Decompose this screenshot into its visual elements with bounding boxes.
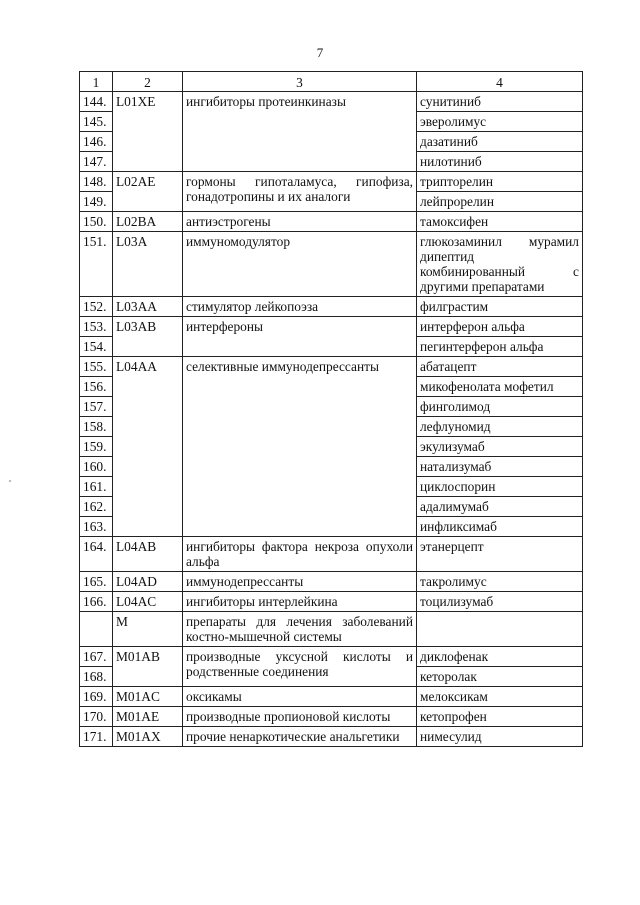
table-row (80, 172, 583, 192)
table-row (80, 357, 583, 377)
drug-name: финголимод (417, 397, 583, 417)
row-number: 147. (80, 152, 113, 172)
table-row (80, 297, 583, 317)
table-row (80, 647, 583, 667)
row-number: 155. (80, 357, 113, 377)
row-number: 159. (80, 437, 113, 457)
drug-name: глюкозаминил мурамил дипептид комбинированный с другими препаратами (417, 232, 583, 297)
group-name: ингибиторы интерлейкина (183, 592, 417, 612)
drug-name: тамоксифен (417, 212, 583, 232)
group-name: селективные иммунодепрессанты (183, 357, 417, 537)
row-number: 169. (80, 687, 113, 707)
drug-name: диклофенак (417, 647, 583, 667)
group-name: производные уксусной кислоты и родственные соединения (183, 647, 417, 687)
row-number: 162. (80, 497, 113, 517)
group-name: ингибиторы фактора некроза опухоли альфа (183, 537, 417, 572)
row-number: 171. (80, 727, 113, 747)
group-name: стимулятор лейкопоэза (183, 297, 417, 317)
drug-name: интерферон альфа (417, 317, 583, 337)
row-number: 153. (80, 317, 113, 337)
row-number: 160. (80, 457, 113, 477)
row-number: 165. (80, 572, 113, 592)
drug-name: натализумаб (417, 457, 583, 477)
row-number: 152. (80, 297, 113, 317)
drug-name: сунитиниб (417, 92, 583, 112)
drug-name: тоцилизумаб (417, 592, 583, 612)
row-number: 164. (80, 537, 113, 572)
atc-code: L02AE (113, 172, 183, 212)
header-col-2: 2 (113, 72, 183, 92)
row-number: 170. (80, 707, 113, 727)
drug-list-table (79, 71, 583, 747)
group-name: интерфероны (183, 317, 417, 357)
group-name: оксикамы (183, 687, 417, 707)
table-row (80, 232, 583, 297)
row-number: 154. (80, 337, 113, 357)
row-number: 145. (80, 112, 113, 132)
table-header-row (80, 72, 583, 92)
row-number: 163. (80, 517, 113, 537)
group-name: антиэстрогены (183, 212, 417, 232)
row-number: 166. (80, 592, 113, 612)
table-row (80, 537, 583, 572)
group-name: иммуномодулятор (183, 232, 417, 297)
drug-name: экулизумаб (417, 437, 583, 457)
drug-name: циклоспорин (417, 477, 583, 497)
group-name: прочие ненаркотические анальгетики (183, 727, 417, 747)
atc-code: L04AA (113, 357, 183, 537)
row-number: 144. (80, 92, 113, 112)
table-row (80, 212, 583, 232)
group-name: препараты для лечения заболеваний костно-мышечной системы (183, 612, 417, 647)
table-row (80, 572, 583, 592)
header-col-4: 4 (417, 72, 583, 92)
drug-name: такролимус (417, 572, 583, 592)
drug-name: кетопрофен (417, 707, 583, 727)
drug-name: кеторолак (417, 667, 583, 687)
drug-name: абатацепт (417, 357, 583, 377)
drug-name: этанерцепт (417, 537, 583, 572)
page-number: 7 (316, 45, 324, 60)
drug-name: дазатиниб (417, 132, 583, 152)
row-number: 148. (80, 172, 113, 192)
table-row (80, 727, 583, 747)
atc-code: L04AC (113, 592, 183, 612)
group-name: производные пропионовой кислоты (183, 707, 417, 727)
atc-code: M01AC (113, 687, 183, 707)
drug-name: пегинтерферон альфа (417, 337, 583, 357)
atc-code: M (113, 612, 183, 647)
header-col-1: 1 (80, 72, 113, 92)
row-number: 156. (80, 377, 113, 397)
atc-code: L02BA (113, 212, 183, 232)
row-number: 167. (80, 647, 113, 667)
drug-name: эверолимус (417, 112, 583, 132)
group-name: гормоны гипоталамуса, гипофиза, гонадотропины и их аналоги (183, 172, 417, 212)
table-row (80, 707, 583, 727)
atc-code: L04AD (113, 572, 183, 592)
atc-code: L01XE (113, 92, 183, 172)
drug-name: лейпрорелин (417, 192, 583, 212)
atc-code: L03A (113, 232, 183, 297)
row-number: 161. (80, 477, 113, 497)
drug-name (417, 612, 583, 647)
drug-name: адалимумаб (417, 497, 583, 517)
table-row (80, 592, 583, 612)
drug-name: микофенолата мофетил (417, 377, 583, 397)
table-row (80, 687, 583, 707)
drug-name: лефлуномид (417, 417, 583, 437)
drug-name: трипторелин (417, 172, 583, 192)
row-number: 158. (80, 417, 113, 437)
atc-code: M01AX (113, 727, 183, 747)
group-name: иммунодепрессанты (183, 572, 417, 592)
scan-speck (9, 480, 11, 482)
row-number (80, 612, 113, 647)
atc-code: M01AB (113, 647, 183, 687)
atc-code: L03AB (113, 317, 183, 357)
row-number: 149. (80, 192, 113, 212)
drug-name: нимесулид (417, 727, 583, 747)
drug-name: филграстим (417, 297, 583, 317)
table-row-section (80, 612, 583, 647)
row-number: 168. (80, 667, 113, 687)
group-name: ингибиторы протеинкиназы (183, 92, 417, 172)
row-number: 150. (80, 212, 113, 232)
atc-code: L04AB (113, 537, 183, 572)
header-col-3: 3 (183, 72, 417, 92)
row-number: 157. (80, 397, 113, 417)
drug-name: мелоксикам (417, 687, 583, 707)
atc-code: M01AE (113, 707, 183, 727)
atc-code: L03AA (113, 297, 183, 317)
row-number: 146. (80, 132, 113, 152)
table-row (80, 92, 583, 112)
table-row (80, 317, 583, 337)
drug-name: нилотиниб (417, 152, 583, 172)
drug-name: инфликсимаб (417, 517, 583, 537)
row-number: 151. (80, 232, 113, 297)
